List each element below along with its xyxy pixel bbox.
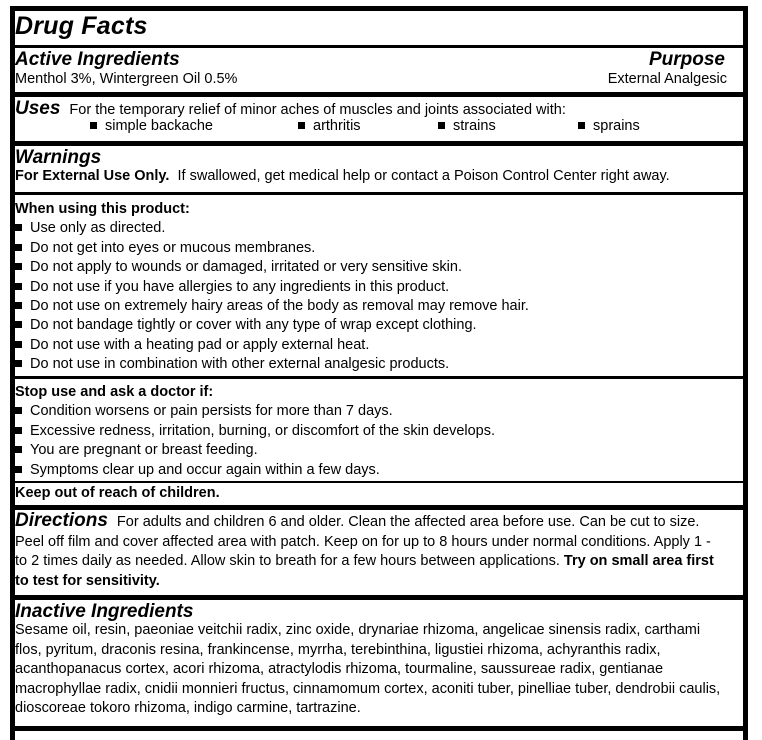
uses-intro: For the temporary relief of minor aches of muscles and joints associated with:	[69, 102, 566, 118]
inactive-ingredients-section	[15, 601, 727, 719]
active-ingredients-section	[15, 49, 747, 89]
divider	[15, 192, 747, 195]
list-item: Do not use on extremely hairy areas of the body as removal may remove hair.	[15, 297, 747, 316]
external-use-line: For External Use Only. If swallowed, get medical help or contact a Poison Control Center right away.	[15, 168, 670, 184]
divider	[15, 376, 747, 379]
list-item: Condition worsens or pain persists for more than 7 days.	[15, 402, 747, 421]
list-item: Use only as directed.	[15, 219, 747, 238]
uses-heading: Uses	[15, 98, 61, 119]
directions-text: Directions For adults and children 6 and older. Clean the affected area before use. Can be cut to size. Peel off film and cover affected area with patch. Keep on for up to 8 hours under normal conditions. Apply 1 - to 2 times daily as needed. Allow skin to breath for a few hours between applications. Try on small area first to test for sensitivity.	[15, 510, 714, 589]
uses-list	[15, 118, 747, 137]
list-item: Do not apply to wounds or damaged, irritated or very sensitive skin.	[15, 258, 747, 277]
directions-section	[15, 511, 715, 591]
list-item: Do not get into eyes or mucous membranes.	[15, 239, 747, 258]
divider	[15, 141, 747, 146]
divider	[15, 505, 747, 510]
divider	[15, 481, 747, 483]
list-item: Do not bandage tightly or cover with any type of wrap except clothing.	[15, 316, 747, 335]
list-item: Do not use in combination with other external analgesic products.	[15, 355, 747, 374]
drug-facts-title: Drug Facts	[15, 12, 148, 40]
list-item: Do not use if you have allergies to any ingredients in this product.	[15, 278, 747, 297]
list-item: Symptoms clear up and occur again within a few days.	[15, 461, 747, 480]
list-item: sprains	[578, 118, 640, 134]
keep-out-text: Keep out of reach of children.	[15, 485, 220, 501]
list-item: simple backache	[90, 118, 213, 134]
when-using-heading: When using this product:	[15, 201, 190, 217]
stop-use-section	[15, 383, 747, 480]
divider	[15, 726, 747, 731]
divider	[15, 92, 747, 97]
stop-use-heading: Stop use and ask a doctor if:	[15, 384, 214, 400]
list-item: arthritis	[298, 118, 361, 134]
list-item: You are pregnant or breast feeding.	[15, 441, 747, 460]
list-item: strains	[438, 118, 496, 134]
purpose-heading: Purpose	[648, 49, 725, 70]
inactive-heading: Inactive Ingredients	[15, 601, 194, 622]
list-item: Do not use with a heating pad or apply external heat.	[15, 336, 747, 355]
keep-out-section	[15, 484, 747, 503]
warnings-section	[15, 147, 747, 186]
active-ingredients-text: Menthol 3%, Wintergreen Oil 0.5%	[15, 71, 238, 87]
divider	[15, 45, 747, 48]
divider	[15, 595, 747, 600]
warnings-heading: Warnings	[15, 147, 102, 168]
when-using-section	[15, 200, 747, 375]
list-item: Excessive redness, irritation, burning, or discomfort of the skin develops.	[15, 422, 747, 441]
active-heading: Active Ingredients	[15, 49, 180, 70]
uses-section	[15, 98, 747, 137]
purpose-text: External Analgesic	[607, 71, 727, 87]
inactive-ingredients-text: Sesame oil, resin, paeoniae veitchii radix, zinc oxide, drynariae rhizoma, angelicae sinensis radix, carthami flos, pyritum, draconis resina, frankincense, myrrha, terebinthina, ligustiei rhizoma, achyranthis radix, acanthopanacus cortex, acori rhizoma, atractylodis rhizoma, tourmaline, saussureae radix, gentianae macrophyllae radix, cnidii monnieri fructus, cinnamomum cortex, aconiti tuber, pinelliae tuber, dendrobii caulis, dioscoreae tokoro rhizoma, indigo carmine, tartrazine.	[15, 622, 721, 717]
